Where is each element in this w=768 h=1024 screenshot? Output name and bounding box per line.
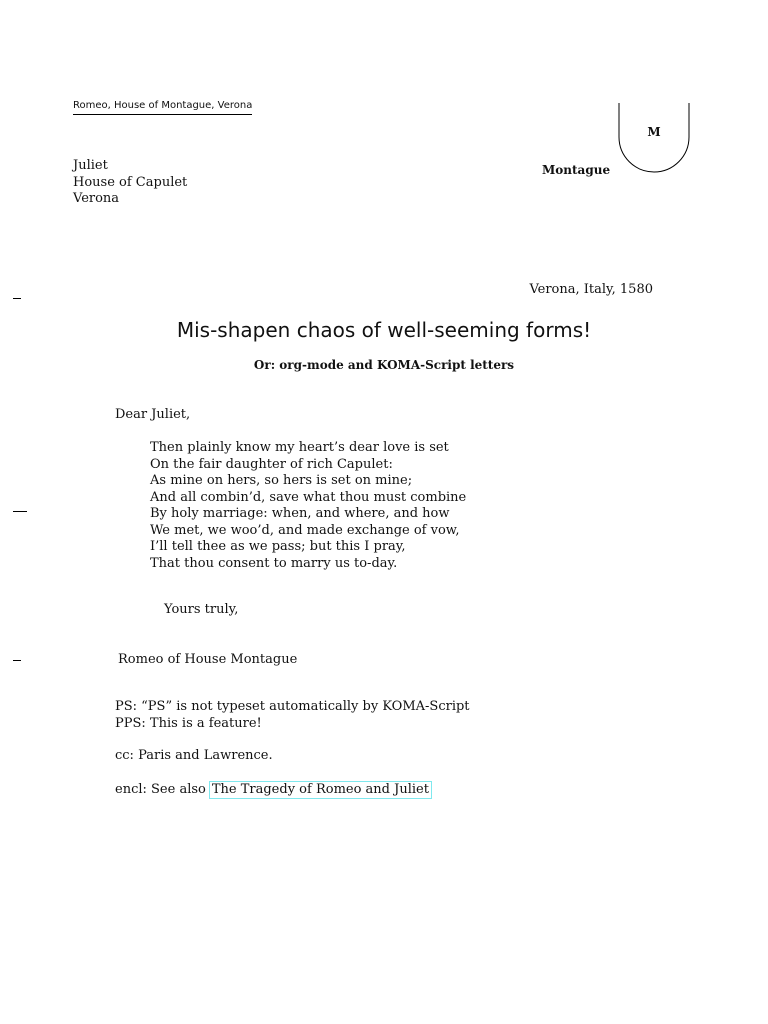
recipient-line: Juliet	[73, 158, 108, 173]
fold-mark	[13, 298, 21, 299]
letter-body	[150, 440, 466, 572]
postscript-line: PS: “PS” is not typeset automatically by KOMA-Script	[115, 699, 470, 714]
fold-mark	[13, 660, 21, 661]
sender-name: Montague	[542, 163, 611, 177]
letter-title: Mis-shapen chaos of well-seeming forms!	[176, 318, 592, 342]
postscripts	[115, 699, 470, 732]
recipient-line: Verona	[73, 191, 120, 206]
poem-line: And all combin’d, save what thou must combine	[150, 489, 467, 505]
poem-line: Then plainly know my heart’s dear love is set	[150, 440, 449, 455]
enclosure-link[interactable]: The Tragedy of Romeo and Juliet	[209, 781, 432, 799]
signature: Romeo of House Montague	[118, 652, 298, 667]
recipient-address	[73, 158, 187, 208]
enclosure-prefix: encl: See also	[115, 782, 206, 797]
poem-line: I’ll tell thee as we pass; but this I pray,	[150, 539, 406, 554]
salutation: Dear Juliet,	[115, 407, 191, 422]
postscript-line: PPS: This is a feature!	[115, 715, 262, 731]
place-date: Verona, Italy, 1580	[529, 282, 653, 297]
return-address: Romeo, House of Montague, Verona	[73, 99, 252, 115]
poem-line: As mine on hers, so hers is set on mine;	[150, 473, 413, 488]
poem-line: By holy marriage: when, and where, and how	[150, 506, 450, 521]
poem-line: We met, we woo’d, and made exchange of vow,	[150, 522, 460, 538]
enclosure	[115, 781, 432, 799]
poem-line: That thou consent to marry us to-day.	[150, 555, 398, 571]
poem-line: On the fair daughter of rich Capulet:	[150, 456, 393, 472]
letter-subtitle: Or: org-mode and KOMA-Script letters	[253, 358, 515, 372]
carbon-copy: cc: Paris and Lawrence.	[115, 748, 273, 763]
punch-mark	[13, 511, 27, 512]
closing: Yours truly,	[164, 602, 239, 617]
recipient-line: House of Capulet	[73, 174, 188, 190]
crest-letter: M	[647, 125, 661, 139]
